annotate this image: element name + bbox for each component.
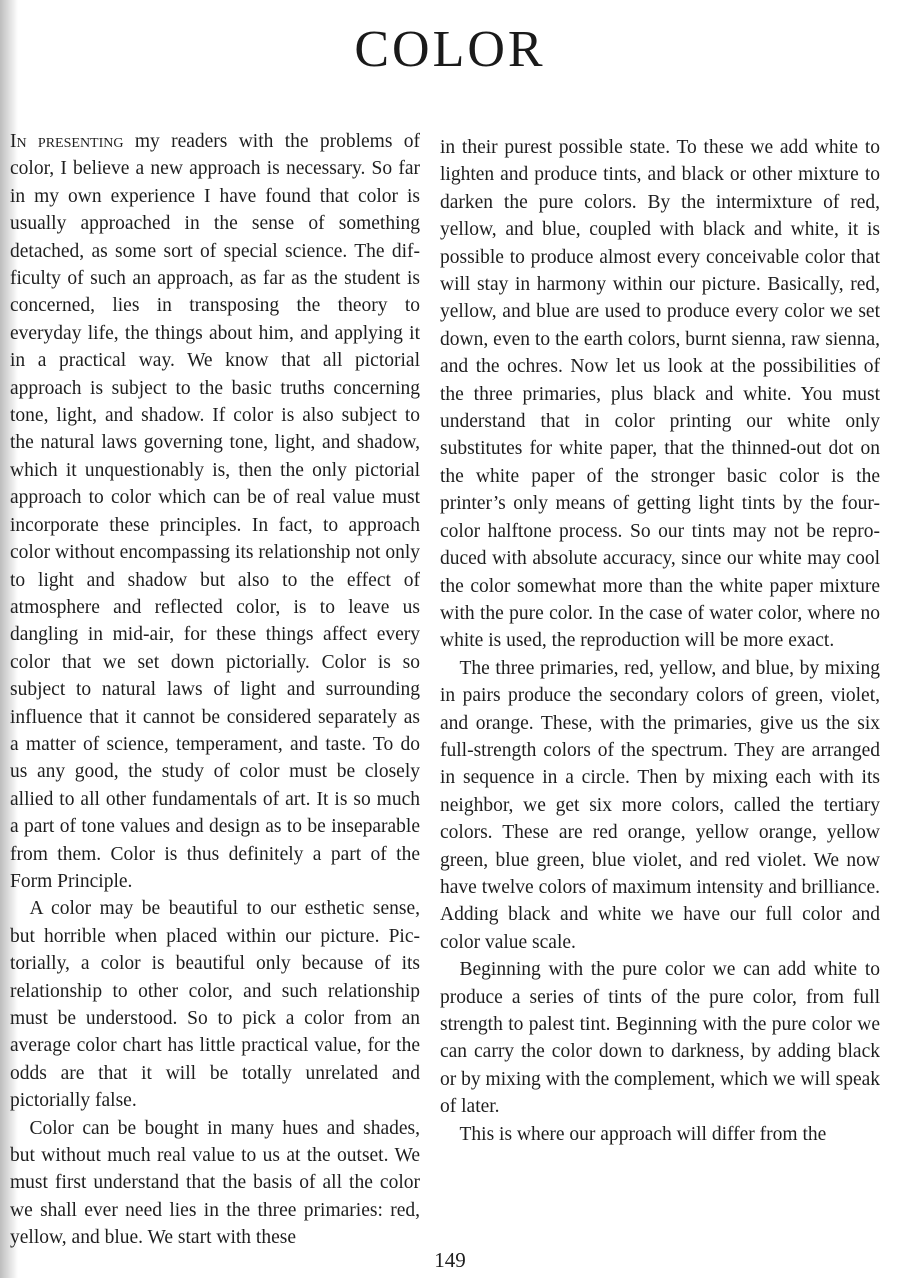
left-column <box>10 128 420 1252</box>
paragraph-text: my readers with the problems of color, I believe a new approach is necessary. So far in my own experience I have found that color is usually approached in the sense of something detached, as some sort of special science. The difficulty of such an approach, as far as the student is concerned, lies in transposing the theory to everyday life, the things about him, and applying it in a practical way. We know that all pictorial approach is subject to the basic truths concerning tone, light, and shadow. If color is also subject to the natural laws governing tone, light, and shadow, which it unquestionably is, then the only pictorial approach to color which can be of real value must incorporate these principles. In fact, to approach color without encompassing its relationship not only to light and shadow but also to the effect of atmosphere and reflected color, is to leave us dangling in mid-air, for these things affect every color that we set down pictorially. Color is so subject to natural laws of light and surrounding influence that it cannot be considered separately as a matter of science, temperament, and taste. To do us any good, the study of color must be closely allied to all other fundamentals of art. It is so much a part of tone values and design as to be inseparable from them. Color is thus definitely a part of the Form Principle. <box>10 131 420 892</box>
paragraph: in their purest possible state. To these we add white to lighten and produce tints, and black or other mixture to darken the pure colors. By the intermixture of red, yellow, and blue, coupled with black and white, it is possible to produce almost every conceivable color that will stay in harmony within our picture. Basically, red, yellow, and blue are used to produce every color we set down, even to the earth colors, burnt sienna, raw sienna, and the ochres. Now let us look at the possibilities of the three primaries, plus black and white. You must understand that in color printing our white only substitutes for white paper, that the thinned-out dot on the white paper of the stronger basic color is the printer’s only means of getting light tints by the four-color halftone process. So our tints may not be reproduced with absolute accuracy, since our white may cool the color somewhat more than the white paper mixture with the pure color. In the case of water color, where no white is used, the reproduction will be more exact. <box>440 137 880 652</box>
lead-in: In presenting <box>10 131 124 152</box>
page-title: COLOR <box>354 21 546 78</box>
paragraph: Beginning with the pure color we can add white to produce a series of tints of the pure color, from full strength to palest tint. Beginning with the pure color we can carry the color down to darkness, by adding black or by mixing with the complement, which we will speak of later. <box>440 959 880 1118</box>
paragraph <box>10 128 420 895</box>
paragraph: The three primaries, red, yellow, and blue, by mixing in pairs produce the secondary colors of green, violet, and orange. These, with the primaries, give us the six full-strength colors of the spectrum. They are arranged in sequence in a circle. Then by mixing each with its neighbor, we get six more colors, called the tertiary colors. These are red orange, yellow orange, yellow green, blue green, blue violet, and red violet. We now have twelve colors of maximum intensity and brilliance. Adding black and white we have our full color and color value scale. <box>440 657 880 953</box>
paragraph: Color can be bought in many hues and shades, but without much real value to us at the outset. We must first understand that the basis of all the color we shall ever need lies in the three primaries: red, yellow, and blue. We start with these <box>10 1117 420 1249</box>
paragraph: This is where our approach will differ from the <box>459 1123 827 1145</box>
page-number: 149 <box>434 1248 466 1272</box>
right-column <box>440 134 880 1148</box>
paragraph: A color may be beautiful to our esthetic sense, but horrible when placed within our picture. Pictorially, a color is beautiful only because of its relationship to other color, and such relationship must be understood. So to pick a color from an average color chart has little practical value, for the odds are that it will be totally unrelated and pictorially false. <box>10 898 420 1112</box>
